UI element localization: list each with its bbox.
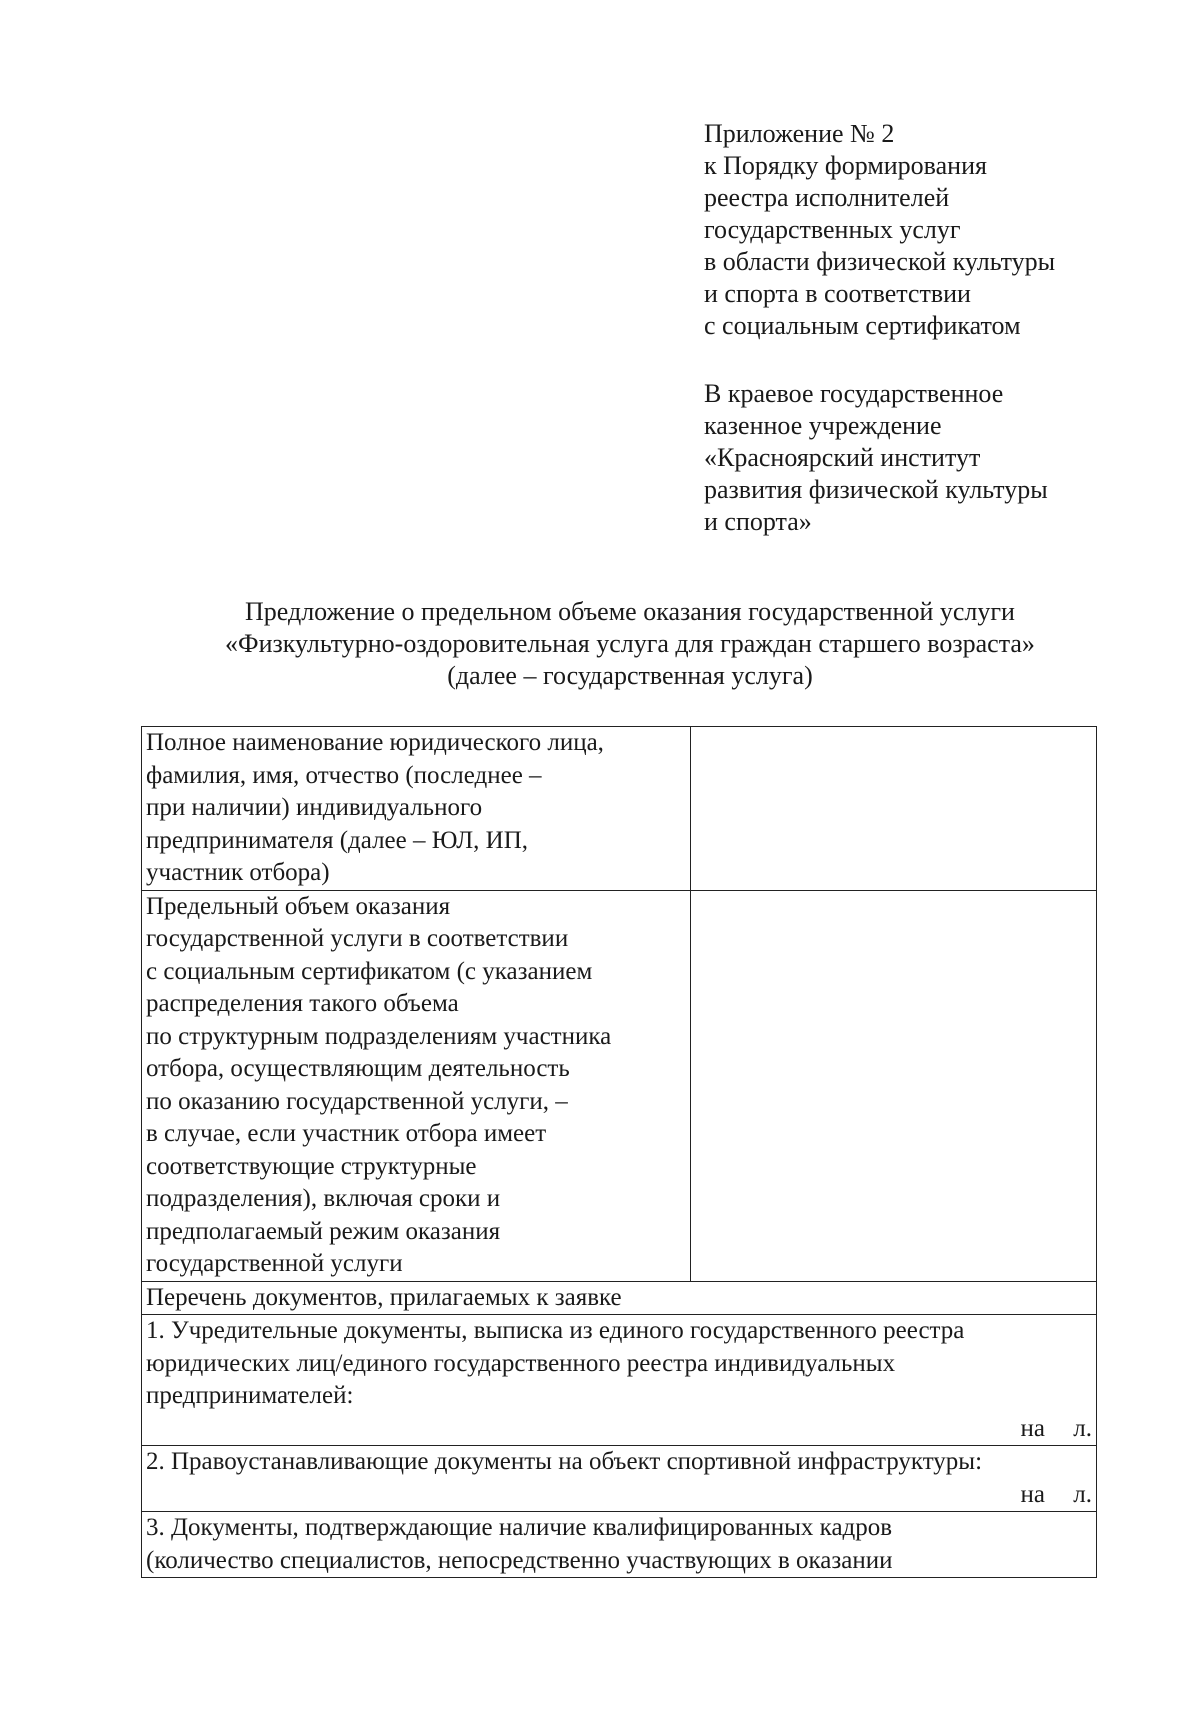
appendix-header [704, 118, 1055, 342]
appendix-line: с социальным сертификатом [704, 311, 1021, 340]
documents-header-text: Перечень документов, прилагаемых к заявке [146, 1283, 622, 1311]
title-line: «Физкультурно-оздоровительная услуга для граждан старшего возраста» [225, 629, 1035, 658]
label-line: соответствующие структурные [146, 1152, 477, 1180]
appendix-line: государственных услуг [704, 215, 961, 244]
document-line: 3. Документы, подтверждающие наличие квалифицированных кадров [146, 1514, 893, 1541]
appendix-line: к Порядку формирования [704, 151, 987, 180]
addressee-block [704, 378, 1048, 538]
label-line: участник отбора) [146, 859, 330, 886]
service-volume-field[interactable] [691, 890, 1097, 1281]
addressee-line: развития физической культуры [704, 475, 1048, 504]
document-line: 1. Учредительные документы, выписка из единого государственного реестра [146, 1317, 965, 1344]
service-volume-label [142, 890, 691, 1281]
addressee-line: и спорта» [704, 507, 812, 536]
legal-entity-name-field[interactable] [691, 727, 1097, 891]
legal-entity-name-label [142, 727, 691, 891]
table-row [142, 1281, 1097, 1315]
document-line: 2. Правоустанавливающие документы на объект спортивной инфраструктуры: [146, 1448, 983, 1475]
document-item-1 [142, 1315, 1097, 1446]
addressee-line: казенное учреждение [704, 411, 942, 440]
documents-list-header [142, 1281, 1097, 1315]
title-line: Предложение о предельном объеме оказания государственной услуги [245, 597, 1015, 626]
label-line: при наличии) индивидуального [146, 794, 483, 821]
label-line: государственной услуги в соответствии [146, 925, 569, 952]
document-line: предпринимателей: [146, 1382, 354, 1409]
label-line: в случае, если участник отбора имеет [146, 1120, 547, 1147]
table-row [142, 727, 1097, 891]
table-row [142, 1446, 1097, 1512]
page-count-field[interactable]: на л. [1020, 1480, 1092, 1508]
label-line: по структурным подразделениям участника [146, 1022, 612, 1050]
table-row [142, 1512, 1097, 1578]
appendix-line: Приложение № 2 [704, 119, 895, 148]
appendix-line: и спорта в соответствии [704, 279, 971, 308]
document-line: (количество специалистов, непосредственно участвующих в оказании [146, 1546, 893, 1574]
document-item-2 [142, 1446, 1097, 1512]
label-line: Предельный объем оказания [146, 892, 451, 920]
appendix-line: реестра исполнителей [704, 183, 950, 212]
label-line: с социальным сертификатом (с указанием [146, 957, 593, 985]
table-row [142, 1315, 1097, 1446]
label-line: отбора, осуществляющим деятельность [146, 1055, 570, 1082]
addressee-line: «Красноярский институт [704, 443, 981, 472]
page-count-field[interactable]: на л. [1020, 1414, 1092, 1442]
label-line: Полное наименование юридического лица, [146, 729, 604, 756]
label-line: распределения такого объема [146, 990, 459, 1017]
label-line: предполагаемый режим оказания [146, 1217, 501, 1245]
document-line: юридических лиц/единого государственного реестра индивидуальных [146, 1349, 896, 1377]
appendix-line: в области физической культуры [704, 247, 1056, 276]
title-line: (далее – государственная услуга) [447, 661, 813, 690]
label-line: по оказанию государственной услуги, – [146, 1087, 568, 1115]
label-line: предпринимателя (далее – ЮЛ, ИП, [146, 826, 529, 854]
document-item-3 [142, 1512, 1097, 1578]
proposal-form-table [141, 726, 1097, 1578]
table-row [142, 890, 1097, 1281]
label-line: подразделения), включая сроки и [146, 1185, 501, 1212]
addressee-line: В краевое государственное [704, 379, 1004, 408]
label-line: фамилия, имя, отчество (последнее – [146, 761, 542, 789]
label-line: государственной услуги [146, 1250, 403, 1277]
document-title [150, 596, 1110, 692]
